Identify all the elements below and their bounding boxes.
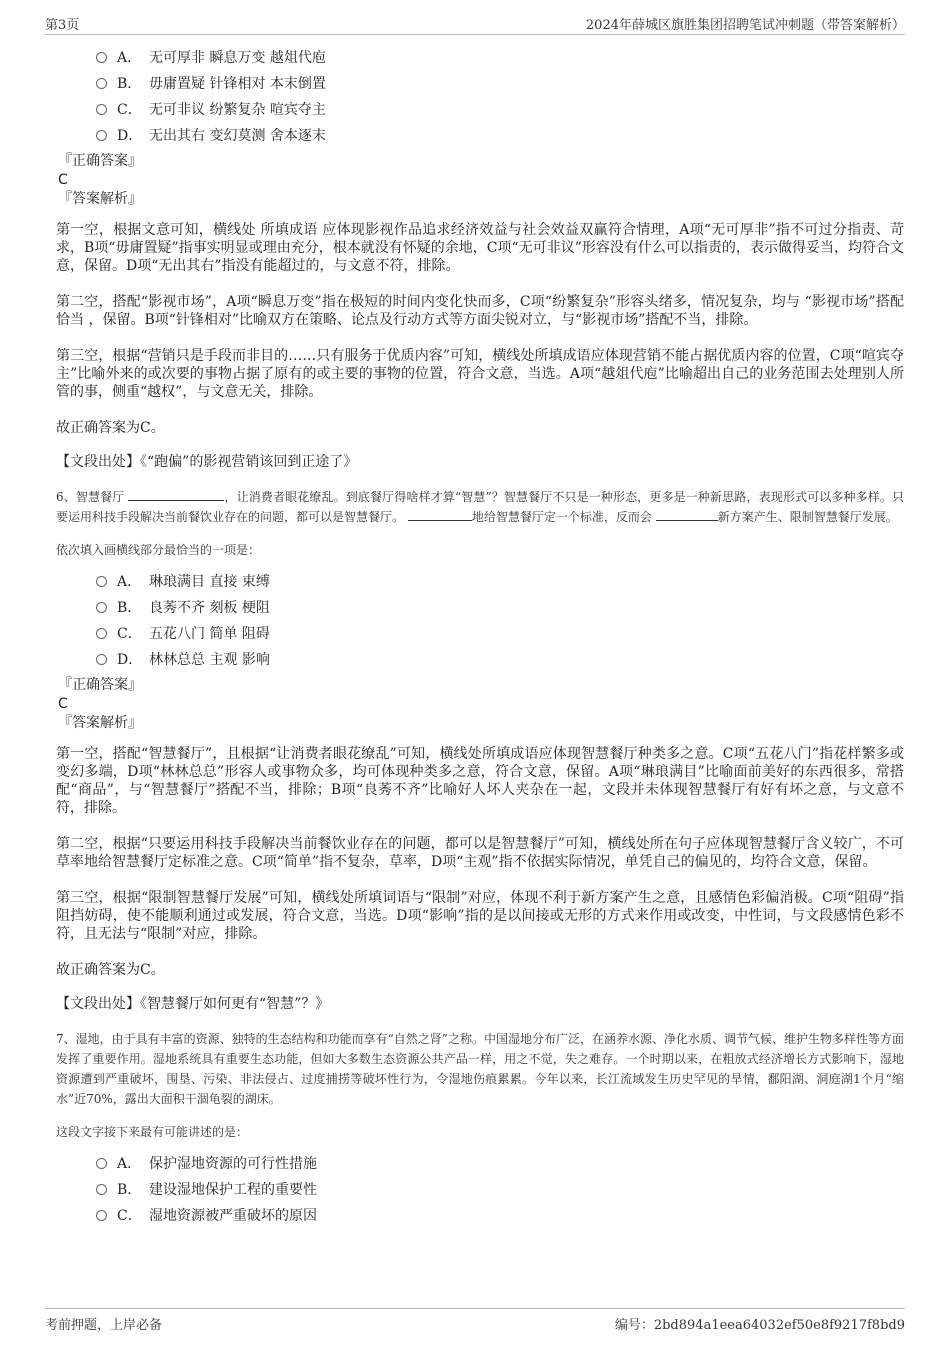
q7-stem: 7、湿地，由于具有丰富的资源、独特的生态结构和功能而享有“自然之肾”之称。中国湿地分布广泛，在涵养水源、净化水质、调节气候、维护生物多样性等方面发挥了重要作用。湿地系统具有重要生态功能，但如大多数生态资源公共产品一样，用之不觉，失之难存。一个时期以来，在粗放式经济增长方式影响下，湿地资源遭到严重破坏，围垦、污染、非法侵占、过度捕捞等破坏性行为，令湿地伤痕累累。今年以来，长江流域发生历史罕见的旱情，鄱阳湖、洞庭湖1个月“缩水”近70%，露出大面积干涸龟裂的湖床。 <box>56 1032 904 1106</box>
q6-answer: C <box>58 696 68 712</box>
radio-icon[interactable] <box>96 130 107 141</box>
option-letter: A． <box>117 1156 142 1172</box>
option-text: 五花八门 简单 阻碍 <box>149 626 270 642</box>
radio-icon[interactable] <box>96 628 107 639</box>
radio-icon[interactable] <box>96 1158 107 1169</box>
option-text: 无出其右 变幻莫测 舍本逐末 <box>149 128 326 144</box>
q6-analysis-2: 第二空，根据“只要运用科技手段解决当前餐饮业存在的问题，都可以是智慧餐厅”可知，横线处所在句子应体现智慧餐厅含义较广，不可草率地给智慧餐厅定标准之意。C项“简单”指不复杂，草率，D项“主观”指不依据实际情况，单凭自己的偏见的，均符合文意，保留。 <box>56 836 904 870</box>
q7-option-c[interactable] <box>96 1203 904 1229</box>
option-letter: A． <box>117 574 142 590</box>
option-text: 湿地资源被严重破坏的原因 <box>149 1208 317 1224</box>
q5-analysis-3: 第三空，根据“营销只是手段而非目的……只有服务于优质内容”可知，横线处所填成语应体现营销不能占据优质内容的位置，C项“喧宾夺主”比喻外来的或次要的事物占据了原有的或主要的事物的位置，符合文意，当选。A项“越俎代庖”比喻超出自己的业务范围去处理别人所管的事，侧重“越权”，与文意无关，排除。 <box>56 348 904 400</box>
option-text: 毋庸置疑 针锋相对 本末倒置 <box>149 76 326 92</box>
q6-option-b[interactable] <box>96 595 904 621</box>
q5-option-c[interactable] <box>96 97 904 123</box>
footer-slogan: 考前押题，上岸必备 <box>45 1318 163 1333</box>
radio-icon[interactable] <box>96 654 107 665</box>
q6-answer-tag: 『正确答案』 <box>58 677 142 693</box>
option-text: 琳琅满目 直接 束缚 <box>149 574 270 590</box>
q6-stem <box>56 487 904 527</box>
option-letter: C． <box>117 1208 142 1224</box>
q5-conclusion: 故正确答案为C。 <box>56 420 165 436</box>
option-letter: C． <box>117 102 142 118</box>
radio-icon[interactable] <box>96 1210 107 1221</box>
q6-source: 【文段出处】《智慧餐厅如何更有“智慧”？》 <box>56 996 330 1012</box>
q6-option-a[interactable] <box>96 569 904 595</box>
option-text: 无可厚非 瞬息万变 越俎代庖 <box>149 50 326 66</box>
option-letter: C． <box>117 626 142 642</box>
q7-option-a[interactable] <box>96 1151 904 1177</box>
radio-icon[interactable] <box>96 78 107 89</box>
q6-options <box>56 569 904 673</box>
radio-icon[interactable] <box>96 52 107 63</box>
option-letter: A． <box>117 50 142 66</box>
q6-stem-part-3: 地给智慧餐厅定一个标准，反而会 <box>471 510 652 524</box>
q6-stem-part-4: 新方案产生、限制智慧餐厅发展。 <box>717 510 898 524</box>
q6-blank-1 <box>128 488 224 501</box>
q5-option-a[interactable] <box>96 45 904 71</box>
q6-stem-part-1: 6、智慧餐厅 <box>56 490 125 504</box>
option-letter: B． <box>117 1182 142 1198</box>
option-letter: B． <box>117 600 142 616</box>
document-title: 2024年薛城区旗胜集团招聘笔试冲刺题（带答案解析） <box>585 18 905 33</box>
option-text: 无可非议 纷繁复杂 喧宾夺主 <box>149 102 326 118</box>
page-number: 第3页 <box>45 18 80 33</box>
q6-analysis-tag: 『答案解析』 <box>58 715 142 731</box>
radio-icon[interactable] <box>96 1184 107 1195</box>
option-text: 良莠不齐 刻板 梗阻 <box>149 600 270 616</box>
radio-icon[interactable] <box>96 602 107 613</box>
q6-blank-3 <box>656 508 718 521</box>
q6-stem-part-2: ，让消费者眼花缭乱。到底餐厅得啥样才算“智慧”？智慧餐厅不只是一种形态，更多是一种新思路，表现形式可以多种多样。只要运用科技手段解决当前餐饮业存在的问题，都可以是智慧餐厅。 <box>56 490 904 524</box>
option-letter: B． <box>117 76 142 92</box>
document-id: 编号：2bd894a1eea64032ef50e8f9217f8bd9 <box>614 1318 905 1333</box>
option-letter: D． <box>117 652 143 668</box>
q6-option-c[interactable] <box>96 621 904 647</box>
q5-answer-tag: 『正确答案』 <box>58 153 142 169</box>
q7-prompt: 这段文字接下来最有可能讲述的是： <box>56 1125 249 1139</box>
option-text: 林林总总 主观 影响 <box>149 652 270 668</box>
q6-prompt: 依次填入画横线部分最恰当的一项是： <box>56 543 261 557</box>
q5-option-d[interactable] <box>96 123 904 149</box>
option-letter: D． <box>117 128 143 144</box>
q6-option-d[interactable] <box>96 647 904 673</box>
q5-analysis-1: 第一空，根据文意可知，横线处 所填成语 应体现影视作品追求经济效益与社会效益双赢符合情理，A项“无可厚非”指不可过分指责、苛求，B项“毋庸置疑”指事实明显或理由充分，根本就没有怀疑的余地，C项“无可非议”形容没有什么可以指责的，表示做得妥当，均符合文意，保留。D项“无出其右”指没有能超过的，与文意不符，排除。 <box>56 222 904 274</box>
page-header <box>45 12 905 35</box>
q5-answer: C <box>58 172 68 188</box>
option-text: 建设湿地保护工程的重要性 <box>149 1182 317 1198</box>
radio-icon[interactable] <box>96 576 107 587</box>
q6-analysis-1: 第一空，搭配“智慧餐厅”，且根据“让消费者眼花缭乱”可知，横线处所填成语应体现智慧餐厅种类多之意。C项“五花八门”指花样繁多或变幻多端，D项“林林总总”形容人或事物众多，均可体现种类多之意，符合文意，保留。A项“琳琅满目”比喻面前美好的东西很多，常搭配“商品”，与“智慧餐厅”搭配不当，排除；B项“良莠不齐”比喻好人坏人夹杂在一起，文段并未体现智慧餐厅有好有坏之意，与文意不符，排除。 <box>56 746 904 816</box>
option-text: 保护湿地资源的可行性措施 <box>149 1156 317 1172</box>
q6-conclusion: 故正确答案为C。 <box>56 962 165 978</box>
q7-option-b[interactable] <box>96 1177 904 1203</box>
q5-analysis-2: 第二空，搭配“影视市场”，A项“瞬息万变”指在极短的时间内变化快而多，C项“纷繁复杂”形容头绪多，情况复杂，均与 “影视市场”搭配恰当 ，保留。B项“针锋相对”比喻双方在策略、论点及行动方式等方面尖锐对立，与“影视市场”搭配不当，排除。 <box>56 294 904 328</box>
page-footer <box>45 1308 905 1331</box>
q5-option-b[interactable] <box>96 71 904 97</box>
q5-options <box>56 45 904 149</box>
q5-source: 【文段出处】《“跑偏”的影视营销该回到正途了》 <box>56 454 358 470</box>
document-content <box>56 45 904 1229</box>
q7-options <box>56 1151 904 1229</box>
q6-analysis-3: 第三空，根据“限制智慧餐厅发展”可知，横线处所填词语与“限制”对应，体现不利于新方案产生之意，且感情色彩偏消极。C项“阻碍”指阻挡妨碍，使不能顺利通过或发展，符合文意，当选。D项“影响”指的是以间接或无形的方式来作用或改变，中性词，与文段感情色彩不符，且无法与“限制”对应，排除。 <box>56 890 904 942</box>
q5-analysis-tag: 『答案解析』 <box>58 191 142 207</box>
radio-icon[interactable] <box>96 104 107 115</box>
q6-blank-2 <box>408 508 472 521</box>
